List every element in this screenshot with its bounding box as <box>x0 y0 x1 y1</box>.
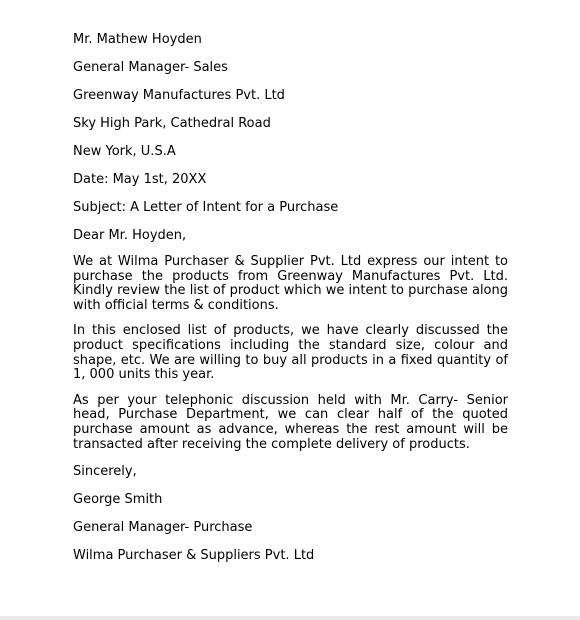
closing: Sincerely, <box>73 464 137 480</box>
recipient-company: Greenway Manufactures Pvt. Ltd <box>73 88 285 103</box>
sender-company: Wilma Purchaser & Suppliers Pvt. Ltd <box>73 548 315 564</box>
body-paragraph-2: In this enclosed list of products, we have clearly discussed the product specifications including the standard size, colour and shape, etc. We are willing to buy all products in a fixed quantity of 1, 000 units this year. <box>73 323 508 383</box>
recipient-title: General Manager- Sales <box>73 60 228 75</box>
recipient-name: Mr. Mathew Hoyden <box>73 32 202 47</box>
salutation: Dear Mr. Hoyden, <box>73 228 187 243</box>
body-paragraph-1: We at Wilma Purchaser & Supplier Pvt. Ltd express our intent to purchase the products from Greenway Manufactures Pvt. Ltd. Kindly review the list of product which we intent to purchase along with official terms & conditions. <box>73 254 508 313</box>
sender-title: General Manager- Purchase <box>73 520 253 536</box>
letter-subject: Subject: A Letter of Intent for a Purchase <box>73 200 339 215</box>
recipient-address-line-2: New York, U.S.A <box>73 144 176 159</box>
letter-date: Date: May 1st, 20XX <box>73 172 207 187</box>
body-paragraph-3: As per your telephonic discussion held with Mr. Carry- Senior head, Purchase Department, we can clear half of the quoted purchase amount as advance, whereas the rest amount will be transacted after receiving the complete delivery of products. <box>73 392 508 452</box>
sender-name: George Smith <box>73 492 163 508</box>
recipient-address-line-1: Sky High Park, Cathedral Road <box>73 116 271 131</box>
letter-body <box>73 31 508 575</box>
